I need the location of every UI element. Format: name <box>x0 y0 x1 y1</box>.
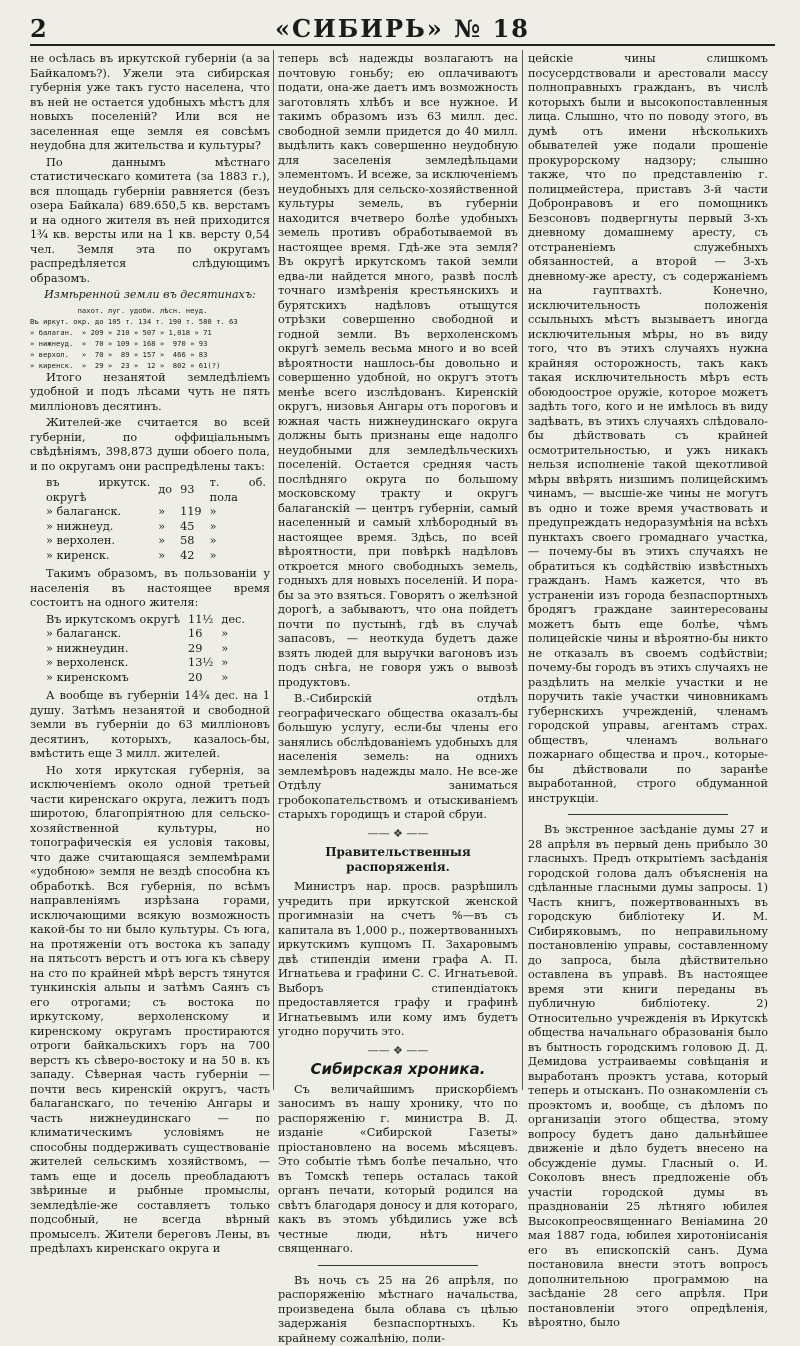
article-paragraph: Но хотя иркутская губернія, за исключеніемъ около одной третьей части киренскаго округа, лежитъ подъ широтою, благопріятною для сельско-хозяйственной культуры, но топографическія ея условія таковы, что даже считающаяся землемѣрами «удобною» земля не вездѣ способна къ обработкѣ. Вся губернія, по всѣмъ направленіямъ изрѣзана горами, исключающими всякую возможность какой-бы то ни было культуры. Съ юга, на протяженіи отъ востока къ западу на пятьсотъ верстъ и отъ юга къ сѣверу на сто по крайней мѣрѣ верстъ тянутся тункинскія альпы и затѣмъ Саянъ съ его отрогами; съ востока по иркутскому, верхоленскому и киренскому округамъ простираются отроги байкальскихъ горъ на 700 верстъ къ сѣверо-востоку и на 50 в. къ западу. Сѣверная часть губерніи — почти весь киренскій округъ, часть балаганскаго, по теченію Ангары и часть нижнеудинскаго — по климатическимъ условіямъ не способны поддерживать существованіе жителей сельскимъ хозяйствомъ, — тамъ еще и досель преобладаютъ звѣриные и рыбные промыслы, земледѣліе-же составляетъ только подсобный, не всегда вѣрный промыселъ. Жители береговъ Лены, въ предѣлахъ киренскаго округа и <box>30 764 270 1257</box>
article-paragraph: Въ ночь съ 25 на 26 апрѣля, по распоряженію мѣстнаго начальства, произведена была облава съ цѣлью задержанія безпаспортныхъ. Къ крайнему сожалѣнію, поли- <box>278 1274 518 1346</box>
article-paragraph: теперь всѣ надежды возлагаютъ на почтовую гоньбу; ею оплачиваютъ подати, она-же даетъ имъ возможность заготовлять хлѣбъ и все нужное. И такимъ образомъ изъ 63 милл. дес. свободной земли придется до 40 милл. выдѣлить какъ совершенно неудобную для заселенія земледѣльцами элементомъ. И всеже, за исключеніемъ неудобныхъ для сельско-хозяйственной культуры земель, въ губерніи находится вчетверо болѣе удобныхъ земель противъ обработываемой въ настоящее время. Гдѣ-же эта земля? Въ округѣ иркутскомъ такой земли едва-ли найдется много, развѣ послѣ точнаго измѣренія крестьянскихъ и бурятскихъ надѣловъ отыщутся отрѣзки совершенно свободной и годной земли. Въ верхоленскомъ округѣ земель весьма много и во всей вѣроятности нашлось-бы довольно и совершенно удобной, но округъ этотъ менѣе всего изслѣдованъ. Киренскій округъ, низовья Ангары отъ пороговъ и южная часть нижнеудинскаго округа должны быть признаны еще надолго неудобными для земледѣльческихъ поселеній. Остается средняя часть послѣдняго округа по большому московскому тракту и округъ балаганскій — центръ губерніи, самый населенный и самый хлѣбородный въ настоящее время. Здѣсь, по всей вѣроятности, при повѣркѣ надѣловъ откроется много свободныхъ земель, годныхъ для новыхъ поселеній. И пора-бы за это взяться. Говорятъ о желѣзной дорогѣ, а забываютъ, что она пойдетъ почти по пустынѣ, гдѣ въ случаѣ запасовъ, — неоткуда будетъ даже взять людей для выручки вагоновъ изъ подъ снѣга, не говоря ужъ о вывозѣ продуктовъ. <box>278 52 518 690</box>
article-paragraph: Итого незанятой земледѣліемъ удобной и подъ лѣсами чуть не пять милліоновъ десятинъ. <box>30 371 270 415</box>
article-paragraph: Министръ нар. просв. разрѣшилъ учредить при иркутской женской прогимназіи на счетъ %—въ съ капитала въ 1,000 р., пожертвованныхъ иркутскимъ купцомъ П. Захаровымъ двѣ стипендіи имени графа А. П. Игнатьева и графини С. С. Игнатьевой. Выборъ стипендіатокъ предоставляется графу и графинѣ Игнатьевымъ или кому имъ будетъ угодно поручить это. <box>278 880 518 1040</box>
section-title: Правительственныя распоряженія. <box>278 845 518 874</box>
land-table-caption: Измѣренной земли въ десятинахъ: <box>30 288 270 303</box>
article-paragraph: По даннымъ мѣстнаго статистическаго комитета (за 1883 г.), вся площадь губерніи равняется (безъ озера Байкала) 689.650,5 кв. верстамъ и на одного жителя въ ней приходится 1¾ кв. версты или на 1 кв. версту 0,54 чел. Земля эта по округамъ распредѣляется слѣдующимъ образомъ. <box>30 156 270 287</box>
table-row: » балаганск. 16 » <box>42 627 249 642</box>
page-header <box>30 8 775 44</box>
table-row: » киренскомъ 20 » <box>42 671 249 686</box>
table-row: » киренск. » 42 » <box>42 549 270 564</box>
table-row: Въ иркутскомъ округѣ 11½ дес. <box>42 613 249 628</box>
paragraph-divider <box>568 814 728 815</box>
article-paragraph: не осѣлась въ иркутской губерніи (а за Байкаломъ?). Ужели эта сибирская губернія уже такъ густо населена, что въ ней не остается удобныхъ мѣстъ для новыхъ поселеній? Или вся не заселенная еще земля ея совсѣмъ неудобна для жительства и культуры? <box>30 52 270 154</box>
table-row: » нижнеуд. » 45 » <box>42 520 270 535</box>
column-1 <box>30 52 270 1090</box>
table-row: » верхоленск. 13½ » <box>42 656 249 671</box>
paragraph-divider <box>318 1265 478 1266</box>
population-table <box>42 476 270 563</box>
column-divider <box>522 50 523 1090</box>
article-paragraph: цейскіе чины слишкомъ посусердствовали и арестовали массу полноправныхъ гражданъ, въ числѣ которыхъ были и высокопоставленныя лица. Слышно, что по поводу этого, въ думѣ отъ имени нѣсколькихъ обывателей уже подали прошеніе прокурорскому надзору; слышно также, что по представленію г. полицмейстера, приставъ 3-й части Добронравовъ и его помощникъ Безсоновъ подвергнуты первый 3-хъ дневному домашнему аресту, съ отстраненіемъ служебныхъ обязанностей, а второй — 3-хъ дневному-же аресту, съ содержаніемъ на гауптвахтѣ. Конечно, исключительность положенія ссыльныхъ мѣстъ вызываетъ иногда исключительныя мѣры, но въ виду того, что въ этихъ случаяхъ нужна крайняя осторожность, такъ какъ такая исключительность мѣръ есть обоюдоострое оружіе, которое можетъ задѣть того, кого и не имѣлось въ виду задѣвать, въ этихъ случаяхъ слѣдовало-бы дѣйствовать съ крайней осмотрительностью, и ужъ никакъ нельзя исполненіе такой щекотливой мѣры ввѣрять низшимъ полицейскимъ чинамъ, — высшіе-же чины не могутъ въ одно и тоже время участвовать и предупреждать недоразумѣнія на всѣхъ пунктахъ своего громаднаго участка, — почему-бы въ этихъ случаяхъ не обратиться къ содѣйствію извѣстныхъ гражданъ. Намъ кажется, что въ устраненіи изъ города безпаспортныхъ бродягъ граждане заинтересованы можетъ быть еще болѣе, чѣмъ полицейскіе чины и вѣроятно-бы никто не отказалъ въ своемъ содѣйствіи; почему-бы городъ въ этихъ случаяхъ не раздѣлить на мелкіе участки и не поручить такіе участки чиновникамъ губернскихъ учрежденій, членамъ городской управы, агентамъ страх. обществъ, членамъ вольнаго пожарнаго общества и проч., которые-бы дѣйствовали по заранѣе выработанной, строго обдуманной инструкціи. <box>528 52 768 806</box>
column-divider <box>273 50 274 1090</box>
table-row: » верхолен. » 58 » <box>42 534 270 549</box>
table-row: » балаганск. » 119 » <box>42 505 270 520</box>
article-paragraph: А вообще въ губерніи 14¾ дес. на 1 душу. Затѣмъ незанятой и свободной земли въ губерніи до 63 милліоновъ десятинъ, которыхъ, казалось-бы, вмѣстить еще 3 милл. жителей. <box>30 689 270 762</box>
ornament-divider: —— ❖ —— <box>278 827 518 842</box>
article-paragraph: Въ экстренное засѣданіе думы 27 и 28 апрѣля въ первый день прибыло 30 гласныхъ. Предъ открытіемъ засѣданія городской голова далъ объясненія на сдѣланные гласными думы запросы. 1) Часть книгъ, пожертвованныхъ въ городскую библіотеку И. М. Сибиряковымъ, по неправильному постановленію управы, составленному до запроса, была дѣйствительно оставлена въ управѣ. Въ настоящее время эти книги переданы въ публичную библіотеку. 2) Относительно учрежденія въ Иркутскѣ общества начальнаго образованія было въ бытность городскимъ головою Д. Д. Демидова устраиваемы совѣщанія и выработанъ проэктъ устава, который теперь и отысканъ. По ознакомленіи съ проэктомъ и, вообще, съ дѣломъ по организаціи этого общества, этому вопросу будетъ дано дальнѣйшее движеніе и дѣло будетъ внесено на обсужденіе думы. Гласный о. И. Соколовъ внесъ предложеніе объ участіи городской думы въ празднованіи 25 лѣтняго юбилея Высокопреосвященнаго Веніамина 20 мая 1887 года, юбилея хиротоніисанія его въ епископскій санъ. Дума постановила внести этотъ вопросъ дополнительною программою на засѣданіе 28 сего апрѣля. При постановленіи этого опредѣленія, вѣроятно, было <box>528 823 768 1331</box>
article-paragraph: Такимъ образомъ, въ пользованіи у населенія въ настоящее время состоитъ на одного жителя: <box>30 567 270 611</box>
article-paragraph: В.-Сибирскій отдѣлъ географическаго общества оказалъ-бы большую услугу, если-бы члены его занялись обслѣдованіемъ удобныхъ для населенія земель: на однихъ землемѣровъ надежды мало. Не все-же Отдѣлу заниматься гробокопательствомъ и отыскиваніемъ старыхъ городищъ и старой сбруи. <box>278 692 518 823</box>
article-paragraph: Жителей-же считается во всей губерніи, по оффиціальнымъ свѣдѣніямъ, 398,873 души обоего пола, и по округамъ они распредѣлены такъ: <box>30 416 270 474</box>
article-paragraph: Съ величайшимъ прискорбіемъ заносимъ въ нашу хронику, что по распоряженію г. министра В. Д. изданіе «Сибирской Газеты» пріостановлено на восемь мѣсяцевъ. Это событіе тѣмъ болѣе печально, что въ Томскѣ теперь осталась такой органъ печати, который родился на свѣтъ благодаря доносу и для котораго, какъ въ этомъ убѣдились уже всѣ честные люди, нѣтъ ничего священнаго. <box>278 1083 518 1257</box>
section-title: Сибирская хроника. <box>278 1062 518 1077</box>
page-number: 2 <box>30 14 47 43</box>
ornament-divider: —— ❖ —— <box>278 1044 518 1059</box>
column-2 <box>278 52 518 1090</box>
land-table: пахот. луг. удоби. лѣсн. неуд. Въ иркут. окр. до 105 т. 134 т. 190 т. 580 т. 63 » балаган. » 209 » 210 » 507 » 1,018 » 71 » нижнеуд. » 70 » 109 » 168 » 970 » 93 » верхол. » 70 » 89 » 157 » 466 » 83 » киренск. » 29 » 23 » 12 » 802 » 61(?) <box>30 305 270 371</box>
newspaper-title: «СИБИРЬ» № 18 <box>30 14 775 43</box>
table-row: въ иркутск. округѣ до 93 т. об. пола <box>42 476 270 505</box>
column-3 <box>528 52 768 1090</box>
table-row: » нижнеудин. 29 » <box>42 642 249 657</box>
header-rule <box>30 44 775 46</box>
per-capita-table <box>42 613 249 686</box>
